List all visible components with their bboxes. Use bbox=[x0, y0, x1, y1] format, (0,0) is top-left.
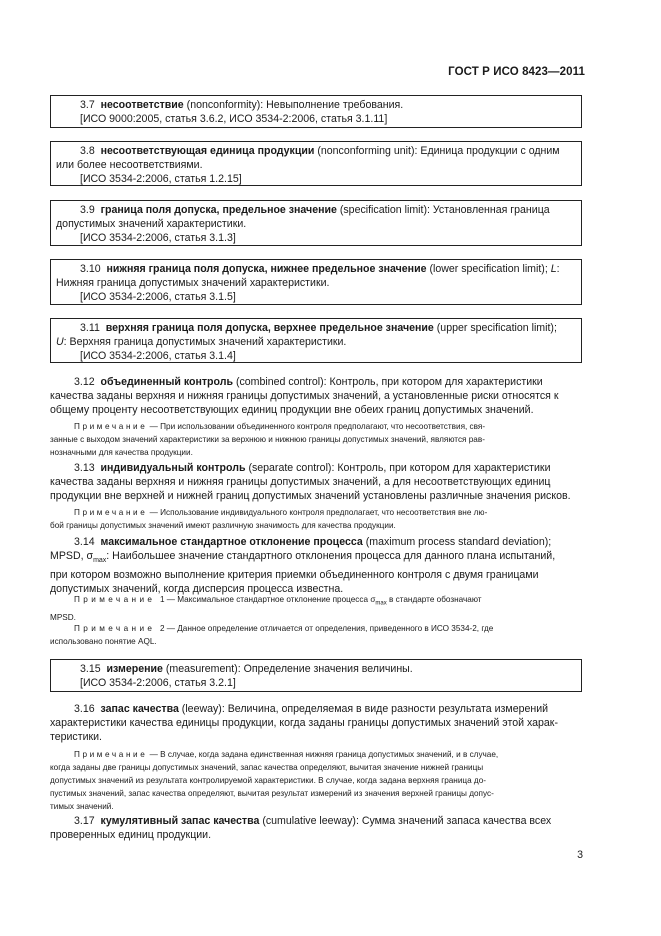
term-3-13-paragraph: 3.13 индивидуальный контроль (separate control): Контроль, при котором для характеристики качества заданы верхняя и нижняя границы допустимых значений, а для несоответствующих единиц продукции вне верхней и нижней границ допустимых значений установлены различные значения рисков. bbox=[50, 462, 571, 502]
note-3-16: Примечание — В случае, когда задана единственная нижняя граница допустимых значений, и в случае, когда заданы две границы допустимых значений, запас качества определяют, вычитая значение нижней границы допустимых значений из результата контролируемой характеристики. В случае, когда задана верхняя граница до- пустимых значений, запас качества определяют, вычитая результат измерений из значения верхней границы допус- тимых значений. bbox=[50, 750, 499, 811]
term-box-3-11: 3.11 верхняя граница поля допуска, верхнее предельное значение (upper specification limit); U: Верхняя граница допустимых значений характеристики. [ИСО 3534-2:2006, статья 3.1.4] bbox=[50, 318, 582, 363]
term-3-14-paragraph: 3.14 максимальное стандартное отклонение процесса (maximum process standard deviation); MPSD, $\sigma_{max}$: Наибольшее значение стандартного отклонения процесса для данного плана испытаний, при котором возможно выполнение критерия приемки объединенного контроля с двумя границами допустимых значений, когда дисперсия процесса известна. bbox=[50, 536, 556, 596]
term-3-9: граница поля допуска, предельное значение bbox=[100, 204, 337, 216]
note-3-12: Примечание — При использовании объединенного контроля предполагают, что несоответствия, свя- занные с выходом значений характеристики за верхнюю и нижнюю границы допустимых значений, являются рав- нозначными для качества продукции. bbox=[50, 422, 486, 457]
ref-3-15: [ИСО 3534-2:2006, статья 3.2.1] bbox=[80, 677, 236, 689]
term-box-3-15: 3.15 измерение (measurement): Определение значения величины. [ИСО 3534-2:2006, статья 3.2.1] bbox=[50, 659, 582, 692]
note-3-13: Примечание — Использование индивидуального контроля предполагает, что несоответствия вне лю- бой границы допустимых значений имеют различную значимость для качества продукции. bbox=[50, 508, 488, 530]
ref-3-8: [ИСО 3534-2:2006, статья 1.2.15] bbox=[80, 173, 242, 185]
page-number: 3 bbox=[577, 849, 583, 861]
term-box-3-8: 3.8 несоответствующая единица продукции (nonconforming unit): Единица продукции с одним или более несоответствиями. [ИСО 3534-2:2006, статья 1.2.15] bbox=[50, 141, 582, 186]
ref-3-9: [ИСО 3534-2:2006, статья 3.1.3] bbox=[80, 232, 236, 244]
note-3-14-1: Примечание 1 — Максимальное стандартное отклонение процесса $\sigma_{max}$ в стандарте обозначают MPSD. bbox=[50, 595, 482, 622]
term-3-10: нижняя граница поля допуска, нижнее предельное значение bbox=[106, 263, 427, 275]
note-3-14-2: Примечание 2 — Данное определение отличается от определения, приведенного в ИСО 3534-2, где использовано понятие AQL. bbox=[50, 624, 494, 646]
document-header: ГОСТ Р ИСО 8423—2011 bbox=[448, 66, 585, 78]
ref-3-10: [ИСО 3534-2:2006, статья 3.1.5] bbox=[80, 291, 236, 303]
term-3-8: несоответствующая единица продукции bbox=[100, 145, 315, 157]
term-box-3-9: 3.9 граница поля допуска, предельное значение (specification limit): Установленная граница допустимых значений характеристики. [ИСО 3534-2:2006, статья 3.1.3] bbox=[50, 200, 582, 246]
ref-3-7: [ИСО 9000:2005, статья 3.6.2, ИСО 3534-2:2006, статья 3.1.11] bbox=[80, 113, 388, 125]
term-3-12-paragraph: 3.12 объединенный контроль (combined control): Контроль, при котором для характеристики качества заданы верхняя и нижняя границы допустимых значений, а установленные риски относятся к общему проценту несоответствующих единиц продукции вне обеих границ допустимых значений. bbox=[50, 376, 559, 416]
term-box-3-7: 3.7 несоответствие (nonconformity): Невыполнение требования. [ИСО 9000:2005, статья 3.6.2, ИСО 3534-2:2006, статья 3.1.11] bbox=[50, 95, 582, 128]
term-3-15: измерение bbox=[106, 663, 163, 675]
term-box-3-10: 3.10 нижняя граница поля допуска, нижнее предельное значение (lower specification limit); L: Нижняя граница допустимых значений характеристики. [ИСО 3534-2:2006, статья 3.1.5] bbox=[50, 259, 582, 305]
term-3-7: несоответствие bbox=[100, 99, 184, 111]
term-3-16-paragraph: 3.16 запас качества (leeway): Величина, определяемая в виде разности результата измерений характеристики качества единицы продукции, когда заданы границы допустимых значений этой харак- теристики. bbox=[50, 703, 558, 743]
term-3-11: верхняя граница поля допуска, верхнее предельное значение bbox=[105, 322, 434, 334]
ref-3-11: [ИСО 3534-2:2006, статья 3.1.4] bbox=[80, 350, 236, 362]
term-3-17-paragraph: 3.17 кумулятивный запас качества (cumulative leeway): Сумма значений запаса качества всех проверенных единиц продукции. bbox=[50, 815, 552, 841]
